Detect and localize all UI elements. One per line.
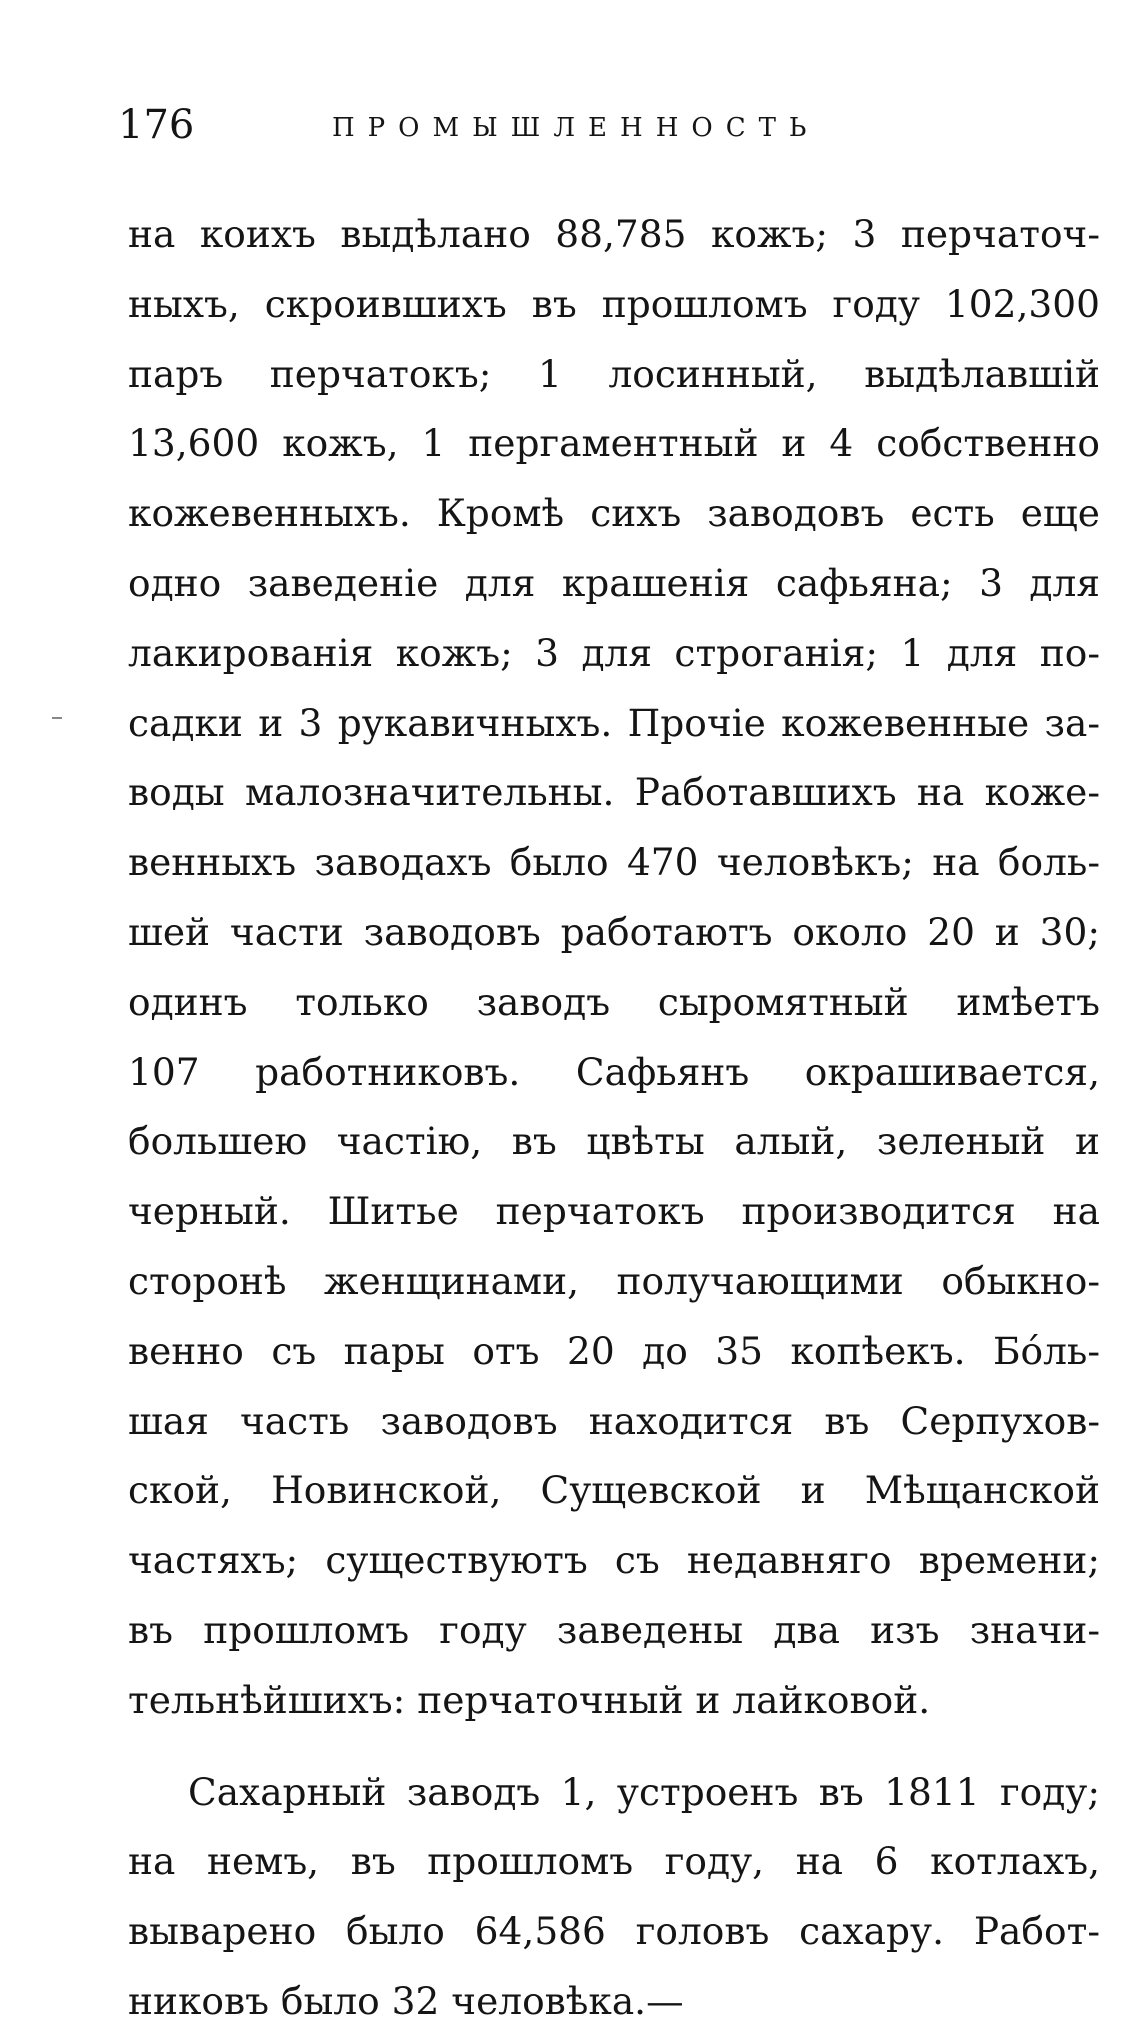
text-line: одно заведеніе для крашенія сафьяна; 3 для: [128, 560, 1100, 605]
text-line: сторонѣ женщинами, получающими обыкно-: [128, 1258, 1100, 1303]
text-line: въ прошломъ году заведены два изъ значи-: [128, 1607, 1100, 1652]
text-line: шая часть заводовъ находится въ Серпухов-: [128, 1398, 1100, 1443]
text-line: паръ перчатокъ; 1 лосинный, выдѣлавшій: [128, 351, 1100, 396]
paragraph-sugar-factory: [128, 1758, 1100, 2037]
text-line: черный. Шитье перчатокъ производится на: [128, 1189, 1100, 1234]
text-line: воды малозначительны. Работавшихъ на коже-: [128, 770, 1100, 815]
text-line: никовъ было 32 человѣка.—: [128, 1978, 684, 2023]
text-line: шей части заводовъ работаютъ около 20 и 30;: [128, 909, 1100, 954]
text-line: венно съ пары отъ 20 до 35 копѣекъ. Бóль-: [128, 1328, 1100, 1373]
page-number: 176: [118, 102, 195, 148]
text-line: ской, Новинской, Сущевской и Мѣщанской: [128, 1468, 1100, 1513]
running-head: ПРОМЫШЛЕННОСТЬ: [332, 113, 820, 143]
text-line: 107 работниковъ. Сафьянъ окрашивается,: [128, 1049, 1100, 1094]
page-header: [118, 95, 898, 155]
text-line: Сахарный заводъ 1, устроенъ въ 1811 году;: [188, 1769, 1100, 1814]
text-line: выварено было 64,586 головъ сахару. Работ-: [128, 1909, 1100, 1954]
margin-mark: [52, 717, 62, 719]
text-line: тельнѣйшихъ: перчаточный и лайковой.: [128, 1677, 931, 1722]
text-line: 13,600 кожъ, 1 пергаментный и 4 собственно: [128, 421, 1100, 466]
text-line: лакированія кожъ; 3 для строганія; 1 для по-: [128, 630, 1100, 675]
paragraph-leather-factories: [128, 200, 1100, 1736]
text-line: на немъ, въ прошломъ году, на 6 котлахъ,: [128, 1839, 1100, 1884]
text-line: на коихъ выдѣлано 88,785 кожъ; 3 перчаточ-: [128, 212, 1100, 256]
text-line: одинъ только заводъ сыромятный имѣетъ: [128, 979, 1100, 1024]
body-text: [128, 200, 1100, 2037]
text-line: ныхъ, скроившихъ въ прошломъ году 102,300: [128, 281, 1100, 326]
paragraph-gap: [128, 1736, 1100, 1758]
text-line: садки и 3 рукавичныхъ. Прочіе кожевенные за-: [128, 700, 1100, 745]
text-line: венныхъ заводахъ было 470 человѣкъ; на боль-: [128, 840, 1100, 885]
text-line: частяхъ; существуютъ съ недавняго времени;: [128, 1538, 1100, 1583]
text-line: большею частію, въ цвѣты алый, зеленый и: [128, 1119, 1100, 1164]
text-line: кожевенныхъ. Кромѣ сихъ заводовъ есть еще: [128, 491, 1100, 536]
